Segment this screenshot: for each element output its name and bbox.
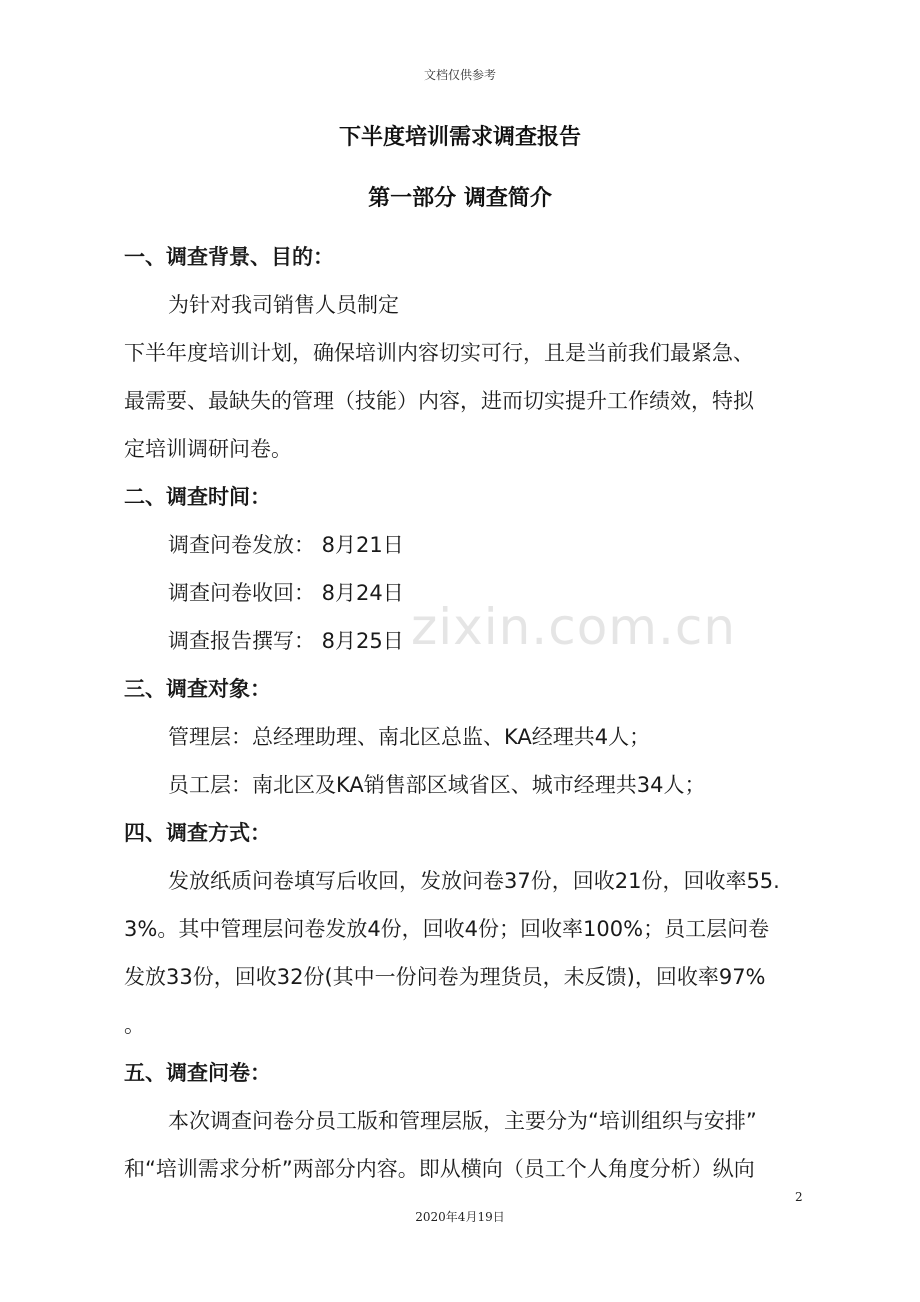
section-heading-questionnaire: 五、调查问卷： xyxy=(124,1061,271,1085)
paragraph-line: 发放纸质问卷填写后收回，发放问卷37份，回收21份，回收率55. xyxy=(168,869,780,893)
document-title: 下半度培训需求调查报告 xyxy=(338,125,581,150)
paragraph-line: 本次调查问卷分员工版和管理层版，主要分为“培训组织与安排” xyxy=(168,1109,757,1133)
section-title: 第一部分 调查简介 xyxy=(368,186,552,211)
section-heading-method: 四、调查方式： xyxy=(124,821,271,845)
paragraph-line: 发放33份，回收32份(其中一份问卷为理货员，未反馈)，回收率97% xyxy=(124,965,766,989)
schedule-line: 调查报告撰写： 8月25日 xyxy=(168,629,404,653)
schedule-line: 调查问卷收回： 8月24日 xyxy=(168,581,404,605)
subject-line: 管理层：总经理助理、南北区总监、KA经理共4人； xyxy=(168,725,651,749)
page-number: 2 xyxy=(795,1190,803,1204)
paragraph-line: 和“培训需求分析”两部分内容。即从横向（员工个人角度分析）纵向 xyxy=(124,1157,755,1181)
page-header: 文档仅供参考 xyxy=(423,68,496,82)
document-body xyxy=(124,233,796,1193)
section-heading-time: 二、调查时间： xyxy=(124,485,271,509)
paragraph-line: 。 xyxy=(124,1013,145,1037)
subject-line: 员工层：南北区及KA销售部区域省区、城市经理共34人； xyxy=(168,773,706,797)
paragraph-line: 为针对我司销售人员制定 xyxy=(168,293,399,317)
paragraph-line: 下半年度培训计划，确保培训内容切实可行，且是当前我们最紧急、 xyxy=(124,341,754,365)
paragraph-line: 定培训调研问卷。 xyxy=(124,437,292,461)
section-heading-background: 一、调查背景、目的： xyxy=(124,245,334,269)
paragraph-line: 3%。其中管理层问卷发放4份，回收4份；回收率100%；员工层问卷 xyxy=(124,917,770,941)
page-footer-date: 2020年4月19日 xyxy=(415,1210,505,1224)
section-heading-subjects: 三、调查对象： xyxy=(124,677,271,701)
paragraph-line: 最需要、最缺失的管理（技能）内容，进而切实提升工作绩效，特拟 xyxy=(124,389,754,413)
schedule-line: 调查问卷发放： 8月21日 xyxy=(168,533,404,557)
watermark-text: zixin.com.cn xyxy=(411,598,737,656)
